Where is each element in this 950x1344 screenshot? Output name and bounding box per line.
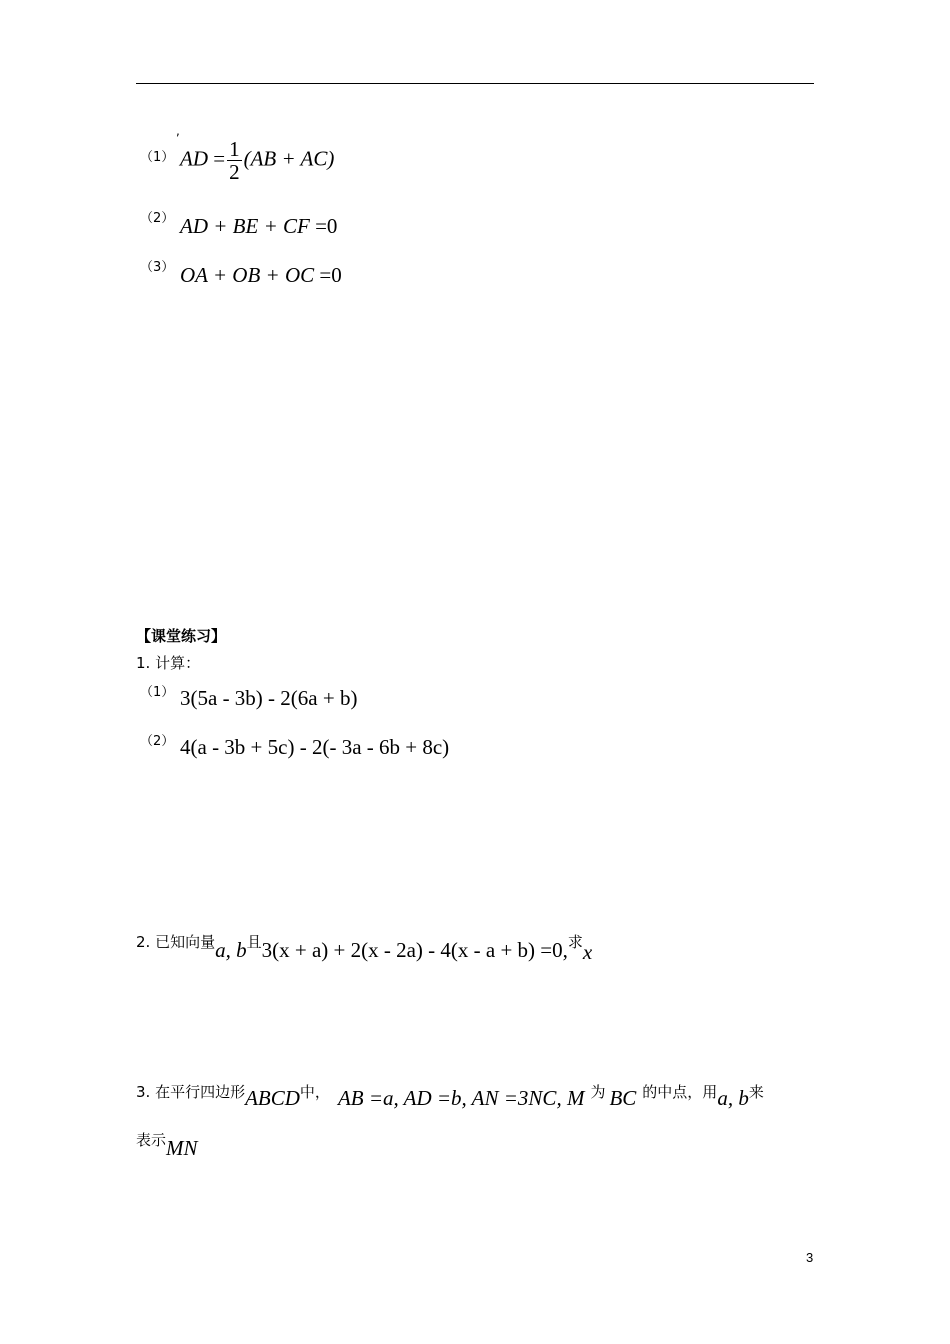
q2-vars-text: a, b: [215, 938, 247, 962]
q3-mid: 中，: [299, 1083, 330, 1101]
q3-is: 为: [590, 1083, 606, 1101]
q3-come: 来: [748, 1083, 764, 1101]
practice-heading: 【课堂练习】: [136, 627, 227, 645]
q3-target: [166, 1136, 198, 1160]
eq3-rhs: =0: [314, 263, 342, 287]
q2-prefix: 2. 已知向量: [136, 933, 216, 951]
q3-shape: [245, 1086, 300, 1110]
q1b-expr: 4(a - 3b + 5c) - 2(- 3a - 6b + 8c): [180, 735, 450, 759]
eq1-equals: =: [208, 146, 226, 171]
q2-expr: 3(x + a) + 2(x - 2a) - 4(x - a + b) =0,: [261, 938, 568, 962]
q3-prefix: 3. 在平行四边形: [136, 1083, 246, 1101]
eq1-lhs: AD: [180, 146, 208, 171]
q3-line2: [136, 1126, 198, 1160]
q1-title: 1. 计算：: [136, 654, 201, 672]
eq1-denominator: 2: [229, 160, 240, 184]
eq1-rhs: (AB + AC): [243, 146, 335, 171]
eq2-label: （2）: [140, 211, 175, 226]
q3-conds: [338, 1086, 585, 1110]
q3-shape-text: ABCD: [245, 1086, 300, 1110]
page-number: 3: [806, 1250, 814, 1265]
q3-conds-text: AB =a, AD =b, AN =3NC, M: [337, 1086, 585, 1110]
q1a-expr: 3(5a - 3b) - 2(6a + b): [180, 686, 358, 710]
q3-line1: [136, 1078, 764, 1110]
q3-seg-text: BC: [609, 1086, 637, 1110]
q1b-label: （2）: [140, 734, 175, 749]
eq2-rhs: =0: [309, 214, 338, 238]
eq1-numerator: 1: [229, 137, 240, 161]
q3-midpoint: 的中点，用: [642, 1083, 718, 1101]
q2-target: [583, 940, 592, 964]
q3-vars-text: a, b: [717, 1086, 749, 1110]
q3-line2-text: 表示: [136, 1131, 167, 1149]
q2-line: [136, 928, 593, 964]
eq2-formula: [180, 214, 337, 239]
q2-vars: [215, 938, 247, 962]
q1a-label: （1）: [140, 685, 175, 700]
q2-and: 且: [246, 933, 262, 951]
eq3-expr: OA + OB + OC: [180, 263, 315, 287]
q2-ask: 求: [567, 933, 583, 951]
eq2-expr: AD + BE + CF: [180, 214, 310, 238]
q3-seg: [609, 1086, 636, 1110]
eq1-label: （1）: [140, 150, 175, 165]
eq1-formula: [180, 138, 334, 183]
q3-target-text: MN: [166, 1136, 198, 1160]
eq1-fraction: [227, 138, 242, 183]
q2-target-text: x: [582, 940, 593, 964]
stray-mark: ,: [176, 124, 180, 138]
q3-vars: [717, 1086, 749, 1110]
eq3-formula: [180, 263, 342, 288]
eq3-label: （3）: [140, 260, 175, 275]
header-rule: [136, 83, 814, 84]
